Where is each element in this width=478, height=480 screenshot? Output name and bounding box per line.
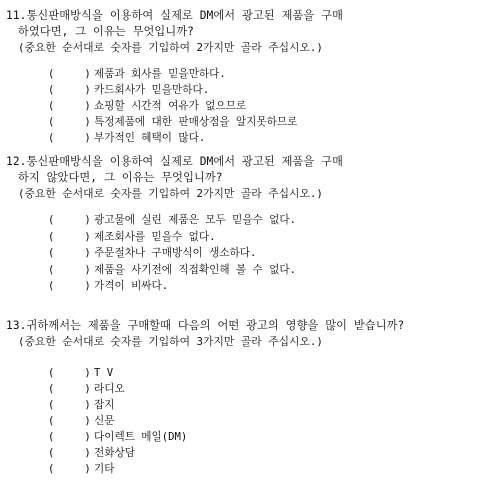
- paren-open: (: [48, 399, 55, 411]
- option-row: [48, 98, 474, 114]
- rank-input-box[interactable]: [48, 229, 94, 246]
- option-row: [48, 429, 474, 445]
- option-text: 전화상담: [94, 447, 135, 459]
- option-row: [48, 82, 474, 98]
- option-text: 광고물에 실린 제품은 모두 믿을수 없다.: [94, 214, 297, 226]
- paren-open: (: [48, 84, 55, 96]
- paren-close: ): [84, 415, 91, 427]
- option-row: [48, 212, 474, 229]
- question-11: [6, 8, 474, 146]
- paren-close: ): [84, 367, 91, 379]
- rank-input-box[interactable]: [48, 82, 94, 98]
- option-row: [48, 445, 474, 461]
- paren-close: ): [84, 263, 91, 276]
- paren-close: ): [84, 132, 91, 144]
- option-text: 기타: [94, 463, 115, 475]
- paren-open: (: [48, 431, 55, 443]
- option-text: 주문절차나 구매방식이 생소하다.: [94, 247, 257, 259]
- rank-input-box[interactable]: [48, 130, 94, 146]
- option-row: [48, 229, 474, 246]
- paren-open: (: [48, 383, 55, 395]
- rank-input-box[interactable]: [48, 461, 94, 477]
- paren-open: (: [48, 447, 55, 459]
- option-text: 잡지: [94, 399, 115, 411]
- question-11-instruction: (중요한 순서대로 숫자를 기입하여 2가지만 골라 주십시오.): [18, 41, 323, 54]
- question-text-line2: 하지 않았다면, 그 이유는 무엇입니까?: [18, 171, 223, 184]
- question-11-stem: [6, 8, 474, 24]
- paren-close: ): [84, 447, 91, 459]
- paren-close: ): [84, 247, 91, 259]
- option-row: [48, 262, 474, 279]
- question-11-options: [6, 66, 474, 146]
- option-row: [48, 461, 474, 477]
- option-text: T V: [94, 367, 114, 379]
- rank-input-box[interactable]: [48, 397, 94, 413]
- question-11-stem-cont: [6, 24, 474, 40]
- paren-open: (: [48, 463, 55, 475]
- option-text: 쇼핑할 시간적 여유가 없으므로: [94, 100, 247, 112]
- paren-close: ): [84, 463, 91, 475]
- option-text: 신문: [94, 415, 115, 427]
- rank-input-box[interactable]: [48, 212, 94, 229]
- rank-input-box[interactable]: [48, 445, 94, 461]
- option-text: 라디오: [94, 383, 125, 395]
- option-row: [48, 278, 474, 295]
- question-13-instruction: (중요한 순서대로 숫자를 기입하여 3가지만 골라 주십시오.): [18, 335, 323, 348]
- paren-open: (: [48, 116, 55, 128]
- option-text: 카드회사가 믿을만하다.: [94, 84, 210, 96]
- paren-close: ): [84, 431, 91, 443]
- paren-open: (: [48, 68, 55, 80]
- option-row: [48, 365, 474, 381]
- rank-input-box[interactable]: [48, 262, 94, 279]
- paren-close: ): [84, 100, 91, 112]
- rank-input-box[interactable]: [48, 245, 94, 262]
- option-row: [48, 381, 474, 397]
- question-13-stem: [6, 318, 474, 334]
- question-text-line1: 귀하께서는 제품을 구매할때 다음의 어떤 광고의 영향을 많이 받습니까?: [26, 319, 405, 332]
- option-text: 제품을 사기전에 직접확인해 볼 수 없다.: [94, 263, 297, 276]
- question-13-options: [6, 365, 474, 477]
- question-text-line1: 통신판매방식을 이용하여 실제로 DM에서 광고된 제품을 구매: [26, 155, 343, 168]
- paren-close: ): [84, 383, 91, 395]
- option-row: [48, 413, 474, 429]
- question-13: [6, 318, 474, 477]
- question-text-line1: 통신판매방식을 이용하여 실제로 DM에서 광고된 제품을 구매: [26, 9, 343, 22]
- paren-close: ): [84, 84, 91, 96]
- paren-open: (: [48, 280, 55, 292]
- paren-open: (: [48, 415, 55, 427]
- paren-open: (: [48, 247, 55, 259]
- paren-open: (: [48, 132, 55, 144]
- option-row: [48, 245, 474, 262]
- paren-close: ): [84, 214, 91, 226]
- option-text: 부가적인 혜택이 많다.: [94, 132, 206, 144]
- option-row: [48, 397, 474, 413]
- rank-input-box[interactable]: [48, 429, 94, 445]
- paren-close: ): [84, 230, 91, 243]
- option-text: 가격이 비싸다.: [94, 280, 169, 292]
- question-number: 11.: [6, 9, 27, 22]
- option-text: 특정제품에 대한 판매상점을 알지못하므로: [94, 116, 298, 128]
- question-number: 13.: [6, 319, 27, 332]
- rank-input-box[interactable]: [48, 278, 94, 295]
- option-row: [48, 114, 474, 130]
- option-row: [48, 130, 474, 146]
- rank-input-box[interactable]: [48, 98, 94, 114]
- rank-input-box[interactable]: [48, 365, 94, 381]
- option-text: 제품과 회사를 믿을만하다.: [94, 68, 226, 80]
- paren-open: (: [48, 367, 55, 379]
- paren-close: ): [84, 116, 91, 128]
- option-row: [48, 66, 474, 82]
- rank-input-box[interactable]: [48, 66, 94, 82]
- question-12-stem-cont: [6, 170, 474, 186]
- rank-input-box[interactable]: [48, 381, 94, 397]
- rank-input-box[interactable]: [48, 413, 94, 429]
- question-number: 12.: [6, 155, 27, 168]
- paren-open: (: [48, 230, 55, 243]
- question-12-stem: [6, 154, 474, 170]
- question-text-line2: 하였다면, 그 이유는 무엇입니까?: [18, 25, 194, 38]
- paren-close: ): [84, 68, 91, 80]
- paren-open: (: [48, 100, 55, 112]
- paren-close: ): [84, 280, 91, 292]
- option-text: 다이렉트 메일(DM): [94, 431, 188, 443]
- rank-input-box[interactable]: [48, 114, 94, 130]
- question-12-options: [6, 212, 474, 295]
- paren-close: ): [84, 399, 91, 411]
- question-12-instruction: (중요한 순서대로 숫자를 기입하여 2가지만 골라 주십시오.): [18, 187, 323, 200]
- paren-open: (: [48, 214, 55, 226]
- option-text: 제조회사를 믿을수 없다.: [94, 230, 216, 243]
- paren-open: (: [48, 263, 55, 276]
- question-12: [6, 154, 474, 295]
